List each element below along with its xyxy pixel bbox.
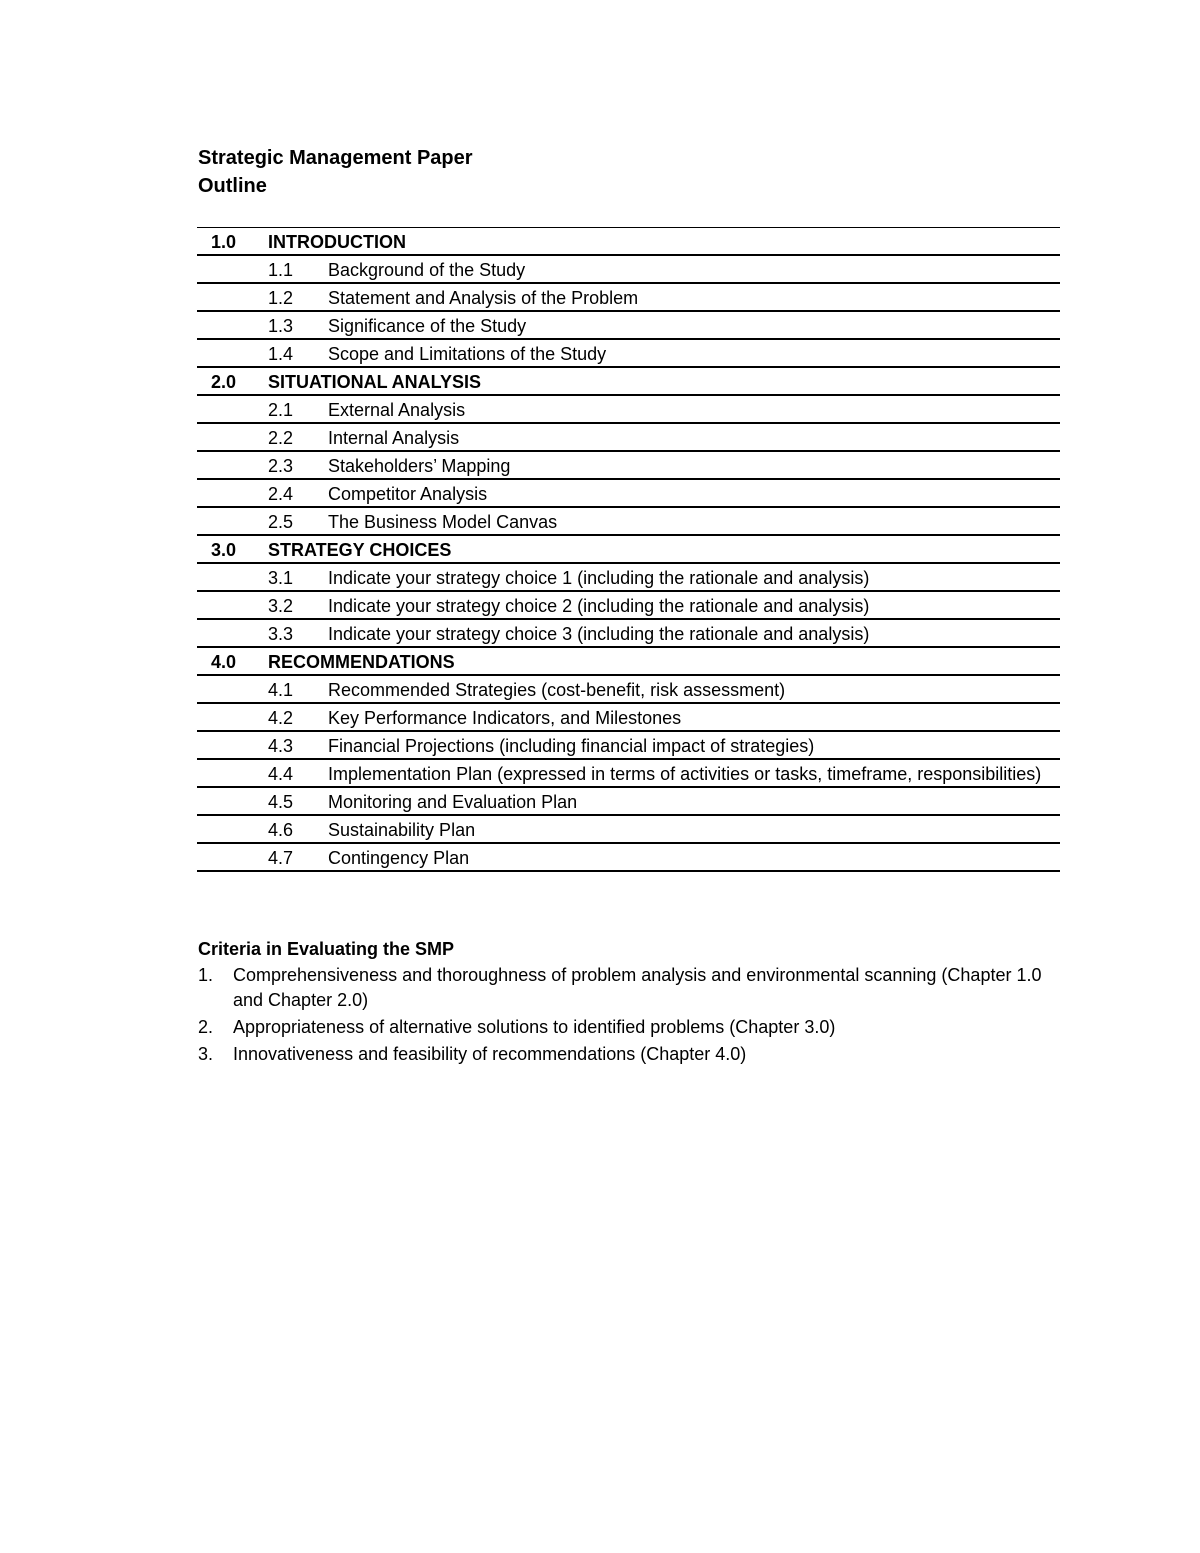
section-title: Indicate your strategy choice 3 (including the rationale and analysis) — [328, 624, 870, 644]
criteria-item-text: Appropriateness of alternative solutions to identified problems (Chapter 3.0) — [233, 1017, 836, 1037]
document-title — [198, 144, 473, 200]
section-title: Key Performance Indicators, and Milestones — [328, 708, 682, 728]
section-number: 1.2 — [268, 288, 294, 308]
outline-section-row — [197, 312, 1060, 340]
criteria-item-text: Innovativeness and feasibility of recommendations (Chapter 4.0) — [233, 1044, 747, 1064]
outline-chapter-row — [197, 228, 1060, 256]
section-number: 1.1 — [268, 260, 294, 280]
chapter-title: SITUATIONAL ANALYSIS — [268, 372, 482, 392]
chapter-number: 3.0 — [211, 540, 237, 560]
criteria-item-number: 2. — [198, 1017, 214, 1037]
section-title: Indicate your strategy choice 1 (including the rationale and analysis) — [328, 568, 870, 588]
section-number: 4.5 — [268, 792, 294, 812]
criteria-heading: Criteria in Evaluating the SMP — [198, 939, 455, 959]
outline-section-row — [197, 340, 1060, 368]
chapter-title: RECOMMENDATIONS — [268, 652, 455, 672]
section-title: The Business Model Canvas — [328, 512, 558, 532]
outline-chapter-row — [197, 536, 1060, 564]
section-title: Sustainability Plan — [328, 820, 476, 840]
section-title: Recommended Strategies (cost-benefit, risk assessment) — [328, 680, 786, 700]
section-title: Indicate your strategy choice 2 (including the rationale and analysis) — [328, 596, 870, 616]
criteria-list — [198, 963, 1058, 1067]
chapter-number: 4.0 — [211, 652, 237, 672]
outline-section-row — [197, 256, 1060, 284]
criteria-item-number: 1. — [198, 965, 214, 985]
document-title-line-1: Strategic Management Paper — [198, 147, 473, 169]
section-title: Implementation Plan (expressed in terms of activities or tasks, timeframe, responsibilities) — [328, 764, 1042, 784]
outline-section-row — [197, 564, 1060, 592]
criteria-item-text: Comprehensiveness and thoroughness of problem analysis and environmental scanning (Chapter 1.0 and Chapter 2.0) — [233, 965, 1042, 1010]
outline-section-row — [197, 452, 1060, 480]
outline-table — [197, 227, 1060, 872]
chapter-number: 1.0 — [211, 232, 237, 252]
section-title: Competitor Analysis — [328, 484, 488, 504]
outline-section-row — [197, 592, 1060, 620]
chapter-title: INTRODUCTION — [268, 232, 406, 252]
section-number: 1.4 — [268, 344, 294, 364]
section-title: Scope and Limitations of the Study — [328, 344, 607, 364]
outline-section-row — [197, 844, 1060, 872]
section-number: 4.6 — [268, 820, 294, 840]
section-title: Background of the Study — [328, 260, 526, 280]
section-number: 4.7 — [268, 848, 294, 868]
section-number: 4.2 — [268, 708, 294, 728]
outline-chapter-row — [197, 648, 1060, 676]
section-number: 3.3 — [268, 624, 294, 644]
section-number: 3.1 — [268, 568, 294, 588]
section-number: 1.3 — [268, 316, 294, 336]
criteria-list-item — [198, 963, 1058, 1013]
outline-section-row — [197, 676, 1060, 704]
outline-section-row — [197, 480, 1060, 508]
outline-section-row — [197, 508, 1060, 536]
document-title-line-2: Outline — [198, 175, 267, 197]
section-number: 4.4 — [268, 764, 294, 784]
outline-section-row — [197, 760, 1060, 788]
section-number: 2.5 — [268, 512, 294, 532]
outline-section-row — [197, 620, 1060, 648]
section-title: Contingency Plan — [328, 848, 470, 868]
outline-section-row — [197, 396, 1060, 424]
criteria-list-item — [198, 1015, 1058, 1040]
section-title: Statement and Analysis of the Problem — [328, 288, 639, 308]
outline-section-row — [197, 816, 1060, 844]
section-title: Internal Analysis — [328, 428, 460, 448]
section-title: Significance of the Study — [328, 316, 527, 336]
section-number: 2.3 — [268, 456, 294, 476]
criteria-section — [198, 937, 1058, 1069]
chapter-title: STRATEGY CHOICES — [268, 540, 452, 560]
section-number: 4.3 — [268, 736, 294, 756]
chapter-number: 2.0 — [211, 372, 237, 392]
outline-section-row — [197, 284, 1060, 312]
criteria-item-number: 3. — [198, 1044, 214, 1064]
outline-chapter-row — [197, 368, 1060, 396]
section-number: 3.2 — [268, 596, 294, 616]
section-title: Monitoring and Evaluation Plan — [328, 792, 578, 812]
outline-section-row — [197, 704, 1060, 732]
section-title: External Analysis — [328, 400, 466, 420]
criteria-list-item — [198, 1042, 1058, 1067]
section-number: 2.4 — [268, 484, 294, 504]
section-number: 2.2 — [268, 428, 294, 448]
outline-section-row — [197, 732, 1060, 760]
outline-section-row — [197, 424, 1060, 452]
section-number: 2.1 — [268, 400, 294, 420]
outline-section-row — [197, 788, 1060, 816]
section-title: Stakeholders’ Mapping — [328, 456, 511, 476]
section-title: Financial Projections (including financial impact of strategies) — [328, 736, 815, 756]
section-number: 4.1 — [268, 680, 294, 700]
